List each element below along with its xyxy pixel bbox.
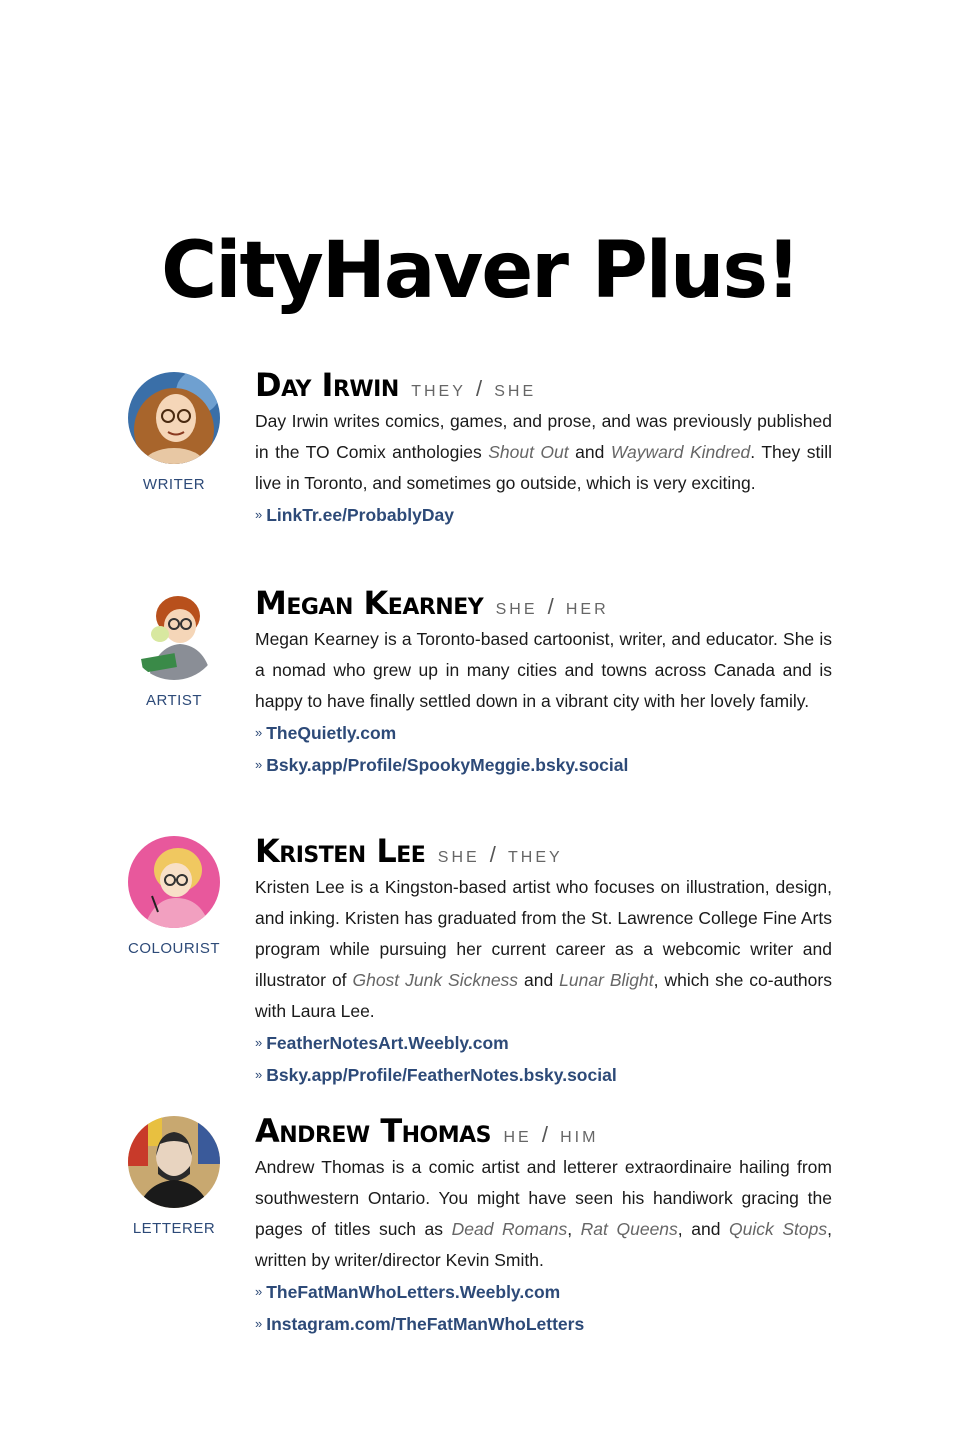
italic-title: Wayward Kindred [610,442,751,462]
link-text[interactable]: TheQuietly.com [266,723,397,743]
pronoun-a: THEY [411,383,466,400]
italic-title: Shout Out [488,442,569,462]
bio-content [255,366,832,531]
bio-content [255,1112,832,1340]
italic-title: Lunar Blight [559,970,654,990]
bio-content [255,832,832,1091]
name-line [255,832,832,870]
avatar-megan-kearney [128,588,220,680]
avatar-column [124,588,224,709]
contributor-name: Kristen Lee [255,832,426,870]
bio-text: Andrew Thomas is a comic artist and letterer extraordinaire hailing from southwestern Ontario. You might have seen his handiwork gracing the pages of titles such as Dead Romans, Rat Queens, and Quick Stops, written by writer/director Kevin Smith. [255,1157,832,1270]
website-link[interactable]: » TheFatManWhoLetters.Weebly.com [255,1282,561,1302]
bio-text: Kristen Lee is a Kingston-based artist who focuses on illustration, design, and inking. Kristen has graduated from the St. Lawrence College Fine Arts program while pursuing her current career as a webcomic writer and illustrator of Ghost Junk Sickness and Lunar Blight, which she co-authors with Laura Lee. [255,877,832,1021]
name-line [255,584,832,622]
pronouns: SHE / THEY [437,842,563,867]
pronoun-a: HE [503,1129,532,1146]
pronoun-a: SHE [495,601,538,618]
social-link[interactable]: » Instagram.com/TheFatManWhoLetters [255,1314,585,1334]
website-link[interactable]: » LinkTr.ee/ProbablyDay [255,505,454,525]
pronoun-b: HER [565,601,609,618]
link-text[interactable]: FeatherNotesArt.Weebly.com [266,1033,509,1053]
role-label: LETTERER [132,1220,216,1237]
website-link[interactable]: » FeatherNotesArt.Weebly.com [255,1033,509,1053]
role-label: WRITER [142,476,206,493]
role-label: ARTIST [145,692,203,709]
bio-text: Megan Kearney is a Toronto-based cartoonist, writer, and educator. She is a nomad who grew up in many cities and towns across Canada and is happy to have finally settled down in a vibrant city with her lovely family. [255,629,832,711]
avatar-column [124,836,224,957]
avatar-column [124,1116,224,1237]
link-text[interactable]: Bsky.app/Profile/SpookyMeggie.bsky.social [266,755,629,775]
contributor-name: Day Irwin [255,366,399,404]
social-link[interactable]: » Bsky.app/Profile/FeatherNotes.bsky.social [255,1065,617,1085]
link-text[interactable]: LinkTr.ee/ProbablyDay [266,505,454,525]
italic-title: Dead Romans [451,1219,568,1239]
pronoun-a: SHE [437,849,480,866]
italic-title: Ghost Junk Sickness [352,970,519,990]
name-line [255,1112,832,1150]
page-title: CityHaver Plus! [161,226,799,316]
avatar-column [124,372,224,493]
contributor-name: Andrew Thomas [255,1112,492,1150]
italic-title: Rat Queens [580,1219,678,1239]
social-link[interactable]: » Bsky.app/Profile/SpookyMeggie.bsky.social [255,755,629,775]
contributor-name: Megan Kearney [255,584,484,622]
bio-content [255,584,832,781]
bio-text: Day Irwin writes comics, games, and prose, and was previously published in the TO Comix anthologies Shout Out and Wayward Kindred. They still live in Toronto, and sometimes go outside, which is very exciting. [255,411,832,493]
avatar-day-irwin [128,372,220,464]
role-label: COLOURIST [127,940,220,957]
pronouns: SHE / HER [495,594,609,619]
pronouns: HE / HIM [503,1122,599,1147]
website-link[interactable]: » TheQuietly.com [255,723,397,743]
link-text[interactable]: Instagram.com/TheFatManWhoLetters [266,1314,585,1334]
link-text[interactable]: TheFatManWhoLetters.Weebly.com [266,1282,561,1302]
avatar-andrew-thomas [128,1116,220,1208]
link-text[interactable]: Bsky.app/Profile/FeatherNotes.bsky.social [266,1065,617,1085]
name-line [255,366,832,404]
pronoun-b: THEY [508,849,563,866]
pronouns: THEY / SHE [411,376,537,401]
italic-title: Quick Stops [729,1219,828,1239]
avatar-kristen-lee [128,836,220,928]
pronoun-b: HIM [560,1129,599,1146]
pronoun-b: SHE [494,383,537,400]
